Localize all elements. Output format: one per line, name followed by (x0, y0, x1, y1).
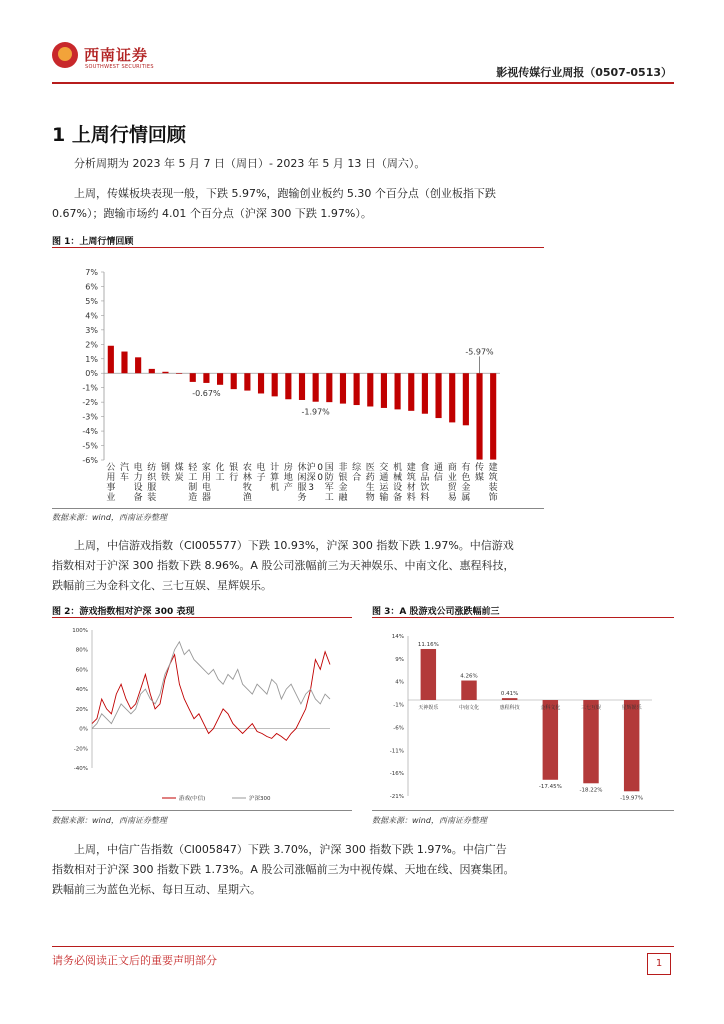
logo-subtext: SOUTHWEST SECURITIES (85, 64, 154, 70)
fig3-source: 数据来源：wind，西南证券整理 (372, 816, 487, 825)
fig1-y-tick-label: 0% (85, 369, 98, 379)
fig3-bar (543, 700, 558, 780)
footer-disclaimer: 请务必阅读正文后的重要声明部分 (52, 954, 217, 967)
paragraph-game-line2: 指数相对于沪深 300 指数下跌 8.96%。A 股公司涨幅前三为天神娱乐、中南文化、惠程科技， (52, 559, 515, 572)
fig1-category-label: 轻工制造 (188, 463, 198, 503)
footer-rule (52, 946, 674, 947)
fig1-bar (490, 373, 496, 459)
fig1-category-label: 计算机 (270, 463, 280, 493)
fig1-category-label: 综合 (352, 463, 362, 483)
fig1-y-tick-label: 3% (85, 325, 98, 335)
fig1-category-label: 交通运输 (379, 463, 389, 503)
fig1-category-label: 纺织服装 (147, 463, 157, 503)
fig3-y-tick-label: -16% (389, 771, 404, 778)
fig1-bar (217, 373, 223, 385)
fig1-bar (313, 373, 319, 401)
page-number: 1 (647, 953, 671, 975)
fig1-bar (476, 373, 482, 459)
fig1-y-tick-label: 4% (85, 311, 98, 321)
fig1-bar (272, 373, 278, 396)
fig3-bar-chart (372, 620, 674, 810)
fig1-bar (231, 373, 237, 389)
fig2-y-tick-label: 100% (72, 628, 88, 634)
fig1-category-label: 有色金属 (461, 463, 471, 503)
fig2-y-tick-label: 20% (75, 706, 88, 713)
fig1-bar-chart (52, 250, 544, 506)
fig1-category-label: 商业贸易 (447, 463, 457, 503)
fig2-y-tick-label: 40% (75, 687, 88, 694)
fig2-title: 图 2：游戏指数相对沪深 300 表现 (52, 607, 195, 617)
fig1-category-label: 房地产 (283, 463, 293, 493)
fig3-category-label: 三七互娱 (580, 705, 602, 711)
fig1-bar (340, 373, 346, 403)
fig1-bar (244, 373, 250, 390)
fig3-value-label: 4.26% (460, 673, 478, 680)
fig1-bar (326, 373, 332, 402)
fig1-bar (190, 373, 196, 382)
fig2-y-tick-label: -40% (73, 766, 88, 772)
fig1-bar (299, 373, 305, 400)
fig3-y-tick-label: 9% (395, 656, 404, 663)
fig1-top-rule (52, 247, 544, 248)
fig1-bar (285, 373, 291, 399)
fig3-bar (502, 698, 517, 700)
fig1-category-label: 沪深 30 0 (306, 463, 324, 493)
fig1-category-label: 食品饮料 (420, 463, 430, 503)
fig1-bar (381, 373, 387, 408)
fig1-category-label: 化工 (215, 463, 225, 483)
fig3-y-tick-label: 4% (395, 679, 404, 686)
fig3-value-label: 0.41% (500, 691, 519, 698)
fig1-category-label: 汽车 (119, 463, 129, 483)
fig3-category-label: 星辉娱乐 (621, 705, 642, 711)
fig1-bar (135, 357, 141, 373)
fig1-category-label: 银行 (229, 463, 239, 483)
fig1-title: 图 1：上周行情回顾 (52, 237, 134, 247)
fig3-bar (461, 681, 476, 700)
fig1-bar (422, 373, 428, 413)
paragraph-game-line3: 跌幅前三为金科文化、三七互娱、星辉娱乐。 (52, 579, 272, 592)
fig1-bar (354, 373, 360, 405)
paragraph-ad-line3: 跌幅前三为蓝色光标、每日互动、星期六。 (52, 883, 261, 896)
fig1-category-label: 煤炭 (174, 463, 184, 483)
logo-text: 西南证券 (84, 46, 149, 64)
fig1-y-tick-label: 7% (85, 268, 98, 277)
fig1-category-label: 传媒 (475, 463, 485, 483)
fig3-value-label: 11.16% (417, 641, 439, 648)
paragraph-ad-line2: 指数相对于沪深 300 指数下跌 1.73%。A 股公司涨幅前三为中视传媒、天地在线、因赛集团。 (52, 863, 515, 876)
fig2-y-tick-label: 80% (75, 647, 88, 654)
fig1-bar (408, 373, 414, 411)
fig3-category-label: 金科文化 (540, 705, 561, 711)
fig3-y-tick-label: -1% (393, 702, 404, 709)
fig3-top-rule (372, 617, 674, 618)
section-title: 1 上周行情回顾 (52, 124, 186, 146)
report-title: 影视传媒行业周报（0507-0513） (496, 66, 672, 79)
header-rule (52, 82, 674, 84)
fig3-category-label: 中南文化 (458, 705, 480, 711)
fig2-y-tick-label: 60% (75, 667, 88, 674)
fig3-bar (421, 649, 436, 700)
fig2-legend-label: 游戏(中信) (179, 796, 206, 802)
fig3-bar (583, 700, 598, 783)
fig1-y-tick-label: -5% (82, 441, 98, 451)
fig3-y-tick-label: -6% (393, 725, 404, 732)
fig1-category-label: 建筑装饰 (488, 463, 498, 503)
fig1-bar (367, 373, 373, 406)
fig1-bar (435, 373, 441, 418)
fig3-category-label: 天神娱乐 (418, 705, 439, 711)
fig3-bar (624, 700, 639, 791)
paragraph-ad-line1: 上周，中信广告指数（CI005847）下跌 3.70%，沪深 300 指数下跌 1.97%。中信广告 (74, 843, 507, 856)
fig2-y-tick-label: 0% (79, 726, 88, 733)
fig1-category-label: 公用事业 (106, 463, 116, 503)
fig1-y-tick-label: -6% (82, 456, 98, 465)
fig3-y-tick-label: -21% (389, 794, 404, 800)
fig1-bar (258, 373, 264, 393)
fig1-data-label: -1.97% (301, 407, 330, 417)
fig3-value-label: -19.97% (620, 795, 644, 802)
fig1-y-tick-label: -1% (82, 383, 98, 393)
fig1-data-label: -0.67% (192, 388, 221, 398)
fig1-y-tick-label: -2% (82, 398, 98, 408)
logo-mark-inner (58, 47, 72, 61)
fig1-bar (203, 373, 209, 383)
fig1-category-label: 电力设备 (133, 463, 143, 503)
fig1-category-label: 农林牧渔 (242, 463, 252, 503)
fig1-category-label: 国防军工 (324, 463, 334, 503)
fig1-y-tick-label: -3% (82, 412, 98, 422)
fig1-bottom-rule (52, 508, 544, 509)
fig2-top-rule (52, 617, 352, 618)
fig1-y-tick-label: 5% (85, 296, 98, 306)
paragraph-period: 分析周期为 2023 年 5 月 7 日（周日）- 2023 年 5 月 13 日（周六）。 (74, 157, 426, 170)
fig1-source: 数据来源：wind，西南证券整理 (52, 513, 167, 522)
fig1-category-label: 机械设备 (393, 463, 403, 503)
fig1-bar (176, 373, 182, 374)
fig1-category-label: 通信 (434, 463, 444, 483)
fig3-y-tick-label: -11% (389, 748, 404, 755)
fig2-bottom-rule (52, 810, 352, 811)
fig1-y-tick-label: 2% (85, 340, 98, 350)
fig1-y-tick-label: 6% (85, 282, 98, 292)
paragraph-summary-line2: 0.67%）；跑输市场约 4.01 个百分点（沪深 300 下跌 1.97%）。 (52, 207, 372, 220)
fig1-bar (121, 352, 127, 374)
fig2-legend-label: 沪深300 (249, 796, 271, 802)
fig2-y-tick-label: -20% (73, 746, 88, 753)
fig1-y-tick-label: 1% (85, 354, 98, 364)
fig3-y-tick-label: 14% (391, 634, 404, 640)
fig1-bar (395, 373, 401, 409)
fig3-title: 图 3：A 股游戏公司涨跌幅前三 (372, 607, 500, 617)
fig1-category-label: 家用电器 (201, 463, 211, 503)
fig2-line-chart (52, 620, 352, 810)
fig1-bar (162, 372, 168, 373)
paragraph-game-line1: 上周，中信游戏指数（CI005577）下跌 10.93%，沪深 300 指数下跌 1.97%。中信游戏 (74, 539, 514, 552)
fig1-category-label: 休闲服务 (297, 463, 307, 503)
fig1-data-label: -5.97% (465, 347, 494, 357)
fig1-y-tick-label: -4% (82, 427, 98, 437)
fig1-bar (463, 373, 469, 425)
fig3-value-label: -17.45% (538, 783, 562, 790)
fig1-category-label: 医药生物 (365, 463, 375, 503)
fig1-bar (149, 369, 155, 373)
fig3-bottom-rule (372, 810, 674, 811)
fig2-source: 数据来源：wind，西南证券整理 (52, 816, 167, 825)
fig3-value-label: -18.22% (579, 787, 603, 794)
fig3-category-label: 惠程科技 (499, 705, 520, 711)
fig1-bar (449, 373, 455, 422)
fig1-category-label: 钢铁 (160, 463, 170, 483)
fig2-series-line (92, 642, 330, 729)
fig2-series-line (92, 652, 330, 741)
fig1-category-label: 非银金融 (338, 463, 348, 503)
fig1-category-label: 电子 (256, 463, 266, 483)
fig1-bar (108, 346, 114, 373)
fig1-category-label: 建筑材料 (406, 463, 416, 503)
paragraph-summary-line1: 上周，传媒板块表现一般，下跌 5.97%，跑输创业板约 5.30 个百分点（创业板指下跌 (74, 187, 496, 200)
